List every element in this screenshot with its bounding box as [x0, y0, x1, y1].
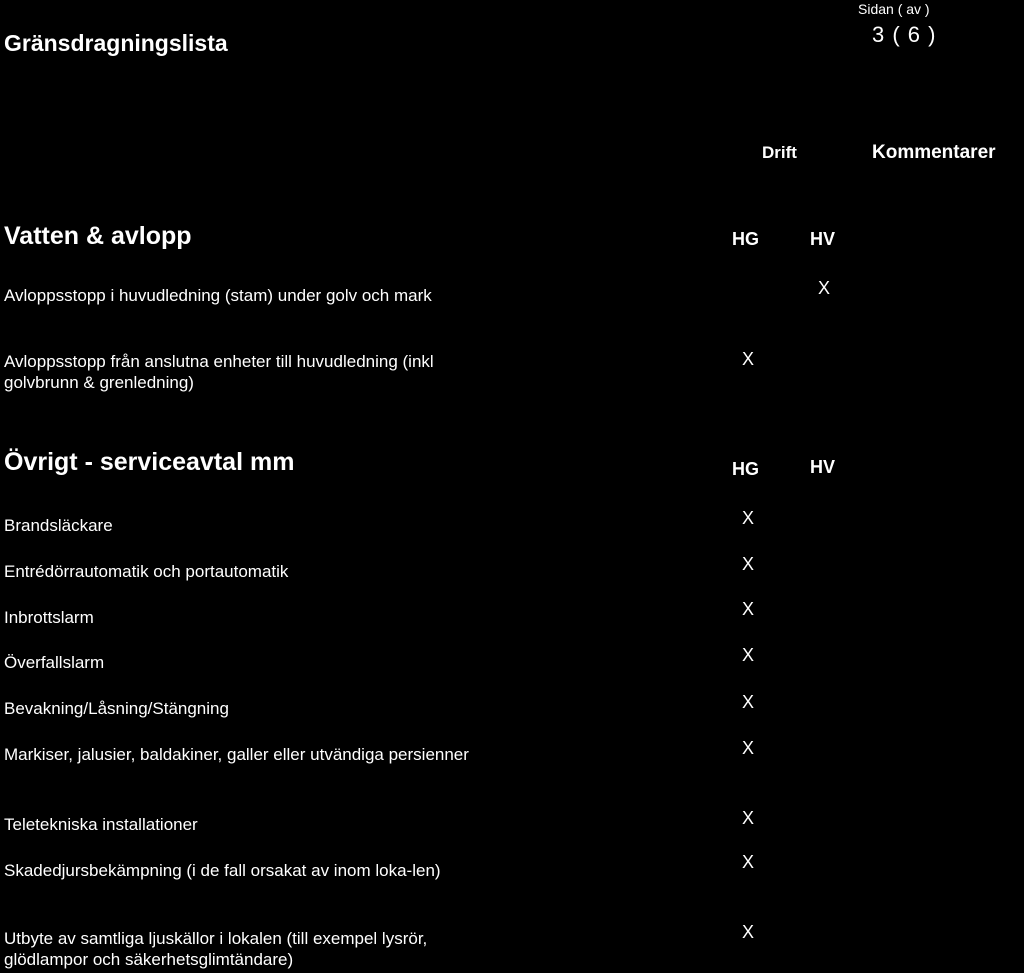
item-text: Bevakning/Låsning/Stängning	[4, 699, 229, 718]
item-text: Inbrottslarm	[4, 608, 94, 627]
item-text: Brandsläckare	[4, 516, 113, 535]
mark-hg: X	[742, 599, 755, 619]
mark-hg: X	[742, 852, 755, 872]
page-label: Sidan ( av )	[858, 1, 930, 17]
item-text: Markiser, jalusier, baldakiner, galler eller utvändiga persienner	[4, 745, 469, 764]
item-text: Skadedjursbekämpning (i de fall orsakat av inom loka-len)	[4, 861, 441, 880]
column-header-hv: HV	[810, 457, 836, 477]
column-header-comments: Kommentarer	[872, 142, 996, 163]
column-header-hv: HV	[810, 229, 836, 249]
mark-hg: X	[742, 554, 755, 574]
item-text: Entrédörrautomatik och portautomatik	[4, 562, 289, 581]
section-title: Vatten & avlopp	[4, 222, 192, 250]
item-text: Utbyte av samtliga ljuskällor i lokalen (till exempel lysrör, glödlampor och säkerhetsglimtändare)	[4, 929, 428, 969]
item-text: Överfallslarm	[4, 653, 105, 672]
mark-hg: X	[742, 349, 755, 369]
mark-hg: X	[742, 508, 755, 528]
mark-hg: X	[742, 808, 755, 828]
item-text: Teletekniska installationer	[4, 815, 198, 834]
mark-hg: X	[742, 692, 755, 712]
item-text: Avloppsstopp från anslutna enheter till huvudledning (inkl golvbrunn & grenledning)	[4, 352, 434, 392]
item-text: Avloppsstopp i huvudledning (stam) under golv och mark	[4, 286, 432, 305]
mark-hg: X	[742, 645, 755, 665]
section-title: Övrigt - serviceavtal mm	[4, 448, 295, 476]
mark-hg: X	[742, 738, 755, 758]
mark-hv: X	[818, 278, 831, 298]
document-title: Gränsdragningslista	[4, 30, 228, 56]
column-header-hg: HG	[732, 229, 759, 249]
column-header-drift: Drift	[762, 143, 797, 162]
mark-hg: X	[742, 922, 755, 942]
column-header-hg: HG	[732, 459, 759, 479]
page-number: 3 ( 6 )	[872, 22, 937, 47]
